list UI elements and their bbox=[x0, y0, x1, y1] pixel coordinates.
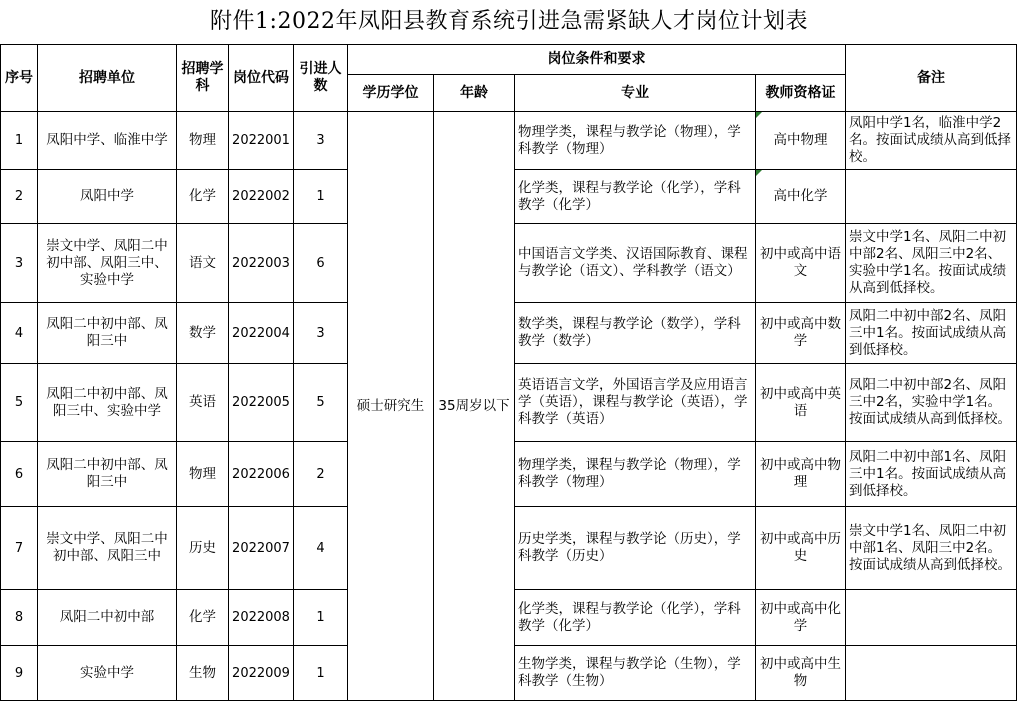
cell-seq: 8 bbox=[1, 590, 38, 646]
cell-unit: 凤阳中学、临淮中学 bbox=[38, 112, 177, 170]
cell-major: 物理学类，课程与教学论（物理），学科教学（物理） bbox=[515, 112, 756, 170]
cell-seq: 1 bbox=[1, 112, 38, 170]
cell-code: 2022006 bbox=[229, 442, 294, 507]
cell-subject: 物理 bbox=[177, 112, 229, 170]
cell-cert: 初中或高中英语 bbox=[756, 364, 846, 442]
position-plan-table bbox=[0, 44, 1017, 701]
header-code: 岗位代码 bbox=[229, 45, 294, 112]
header-row-top bbox=[1, 45, 1017, 75]
cell-cert: 初中或高中语文 bbox=[756, 224, 846, 303]
cell-cert: 高中化学 bbox=[756, 170, 846, 224]
cell-cert: 初中或高中生物 bbox=[756, 646, 846, 701]
cell-cert: 初中或高中物理 bbox=[756, 442, 846, 507]
cell-unit: 崇文中学、凤阳二中初中部、凤阳三中 bbox=[38, 507, 177, 590]
cell-subject: 生物 bbox=[177, 646, 229, 701]
cell-code: 2022002 bbox=[229, 170, 294, 224]
cell-major: 化学类，课程与教学论（化学），学科教学（化学） bbox=[515, 170, 756, 224]
cell-cert: 初中或高中历史 bbox=[756, 507, 846, 590]
header-count: 引进人数 bbox=[294, 45, 348, 112]
header-age: 年龄 bbox=[434, 75, 515, 112]
cell-subject: 数学 bbox=[177, 303, 229, 364]
cell-major: 化学类，课程与教学论（化学），学科教学（化学） bbox=[515, 590, 756, 646]
cell-major: 数学类，课程与教学论（数学），学科教学（数学） bbox=[515, 303, 756, 364]
cell-remark: 凤阳二中初中部2名、凤阳三中2名，实验中学1名。按面试成绩从高到低择校。 bbox=[846, 364, 1017, 442]
cell-major: 物理学类，课程与教学论（物理），学科教学（物理） bbox=[515, 442, 756, 507]
cell-count: 1 bbox=[294, 646, 348, 701]
cell-seq: 7 bbox=[1, 507, 38, 590]
cell-code: 2022005 bbox=[229, 364, 294, 442]
header-major: 专业 bbox=[515, 75, 756, 112]
cell-remark: 凤阳二中初中部2名、凤阳三中1名。按面试成绩从高到低择校。 bbox=[846, 303, 1017, 364]
header-seq: 序号 bbox=[1, 45, 38, 112]
cell-seq: 4 bbox=[1, 303, 38, 364]
cell-subject: 化学 bbox=[177, 590, 229, 646]
cell-major: 历史学类，课程与教学论（历史），学科教学（历史） bbox=[515, 507, 756, 590]
cell-remark bbox=[846, 646, 1017, 701]
cell-seq: 3 bbox=[1, 224, 38, 303]
table-row bbox=[1, 112, 1017, 170]
cell-cert: 初中或高中数学 bbox=[756, 303, 846, 364]
cell-remark bbox=[846, 170, 1017, 224]
header-remark: 备注 bbox=[846, 45, 1017, 112]
cell-count: 6 bbox=[294, 224, 348, 303]
cell-unit: 实验中学 bbox=[38, 646, 177, 701]
header-unit: 招聘单位 bbox=[38, 45, 177, 112]
cell-count: 1 bbox=[294, 170, 348, 224]
cell-age: 35周岁以下 bbox=[434, 112, 515, 701]
cell-unit: 凤阳二中初中部、凤阳三中 bbox=[38, 303, 177, 364]
cell-seq: 2 bbox=[1, 170, 38, 224]
cell-remark bbox=[846, 590, 1017, 646]
cell-subject: 物理 bbox=[177, 442, 229, 507]
cell-major: 英语语言文学，外国语言学及应用语言学（英语），课程与教学论（英语），学科教学（英语） bbox=[515, 364, 756, 442]
page-title: 附件1:2022年凤阳县教育系统引进急需紧缺人才岗位计划表 bbox=[210, 9, 808, 34]
cell-count: 2 bbox=[294, 442, 348, 507]
cell-count: 3 bbox=[294, 303, 348, 364]
cell-count: 4 bbox=[294, 507, 348, 590]
cell-seq: 9 bbox=[1, 646, 38, 701]
cell-seq: 5 bbox=[1, 364, 38, 442]
header-subject: 招聘学科 bbox=[177, 45, 229, 112]
cell-remark: 崇文中学1名、凤阳二中初中部2名、凤阳三中2名、实验中学1名。按面试成绩从高到低择校。 bbox=[846, 224, 1017, 303]
cell-cert: 初中或高中化学 bbox=[756, 590, 846, 646]
cell-subject: 历史 bbox=[177, 507, 229, 590]
cell-unit: 崇文中学、凤阳二中初中部、凤阳三中、实验中学 bbox=[38, 224, 177, 303]
cell-unit: 凤阳二中初中部、凤阳三中 bbox=[38, 442, 177, 507]
cell-unit: 凤阳二中初中部、凤阳三中、实验中学 bbox=[38, 364, 177, 442]
cell-code: 2022007 bbox=[229, 507, 294, 590]
cell-unit: 凤阳二中初中部 bbox=[38, 590, 177, 646]
cell-unit: 凤阳中学 bbox=[38, 170, 177, 224]
cell-subject: 化学 bbox=[177, 170, 229, 224]
cell-count: 3 bbox=[294, 112, 348, 170]
header-cert: 教师资格证 bbox=[756, 75, 846, 112]
cell-code: 2022009 bbox=[229, 646, 294, 701]
cell-code: 2022008 bbox=[229, 590, 294, 646]
cell-subject: 语文 bbox=[177, 224, 229, 303]
cell-code: 2022001 bbox=[229, 112, 294, 170]
header-conditions: 岗位条件和要求 bbox=[348, 45, 846, 75]
header-degree: 学历学位 bbox=[348, 75, 434, 112]
cell-subject: 英语 bbox=[177, 364, 229, 442]
cell-remark: 凤阳中学1名，临淮中学2名。按面试成绩从高到低择校。 bbox=[846, 112, 1017, 170]
cell-count: 5 bbox=[294, 364, 348, 442]
cell-count: 1 bbox=[294, 590, 348, 646]
cell-code: 2022004 bbox=[229, 303, 294, 364]
cell-major: 生物学类，课程与教学论（生物），学科教学（生物） bbox=[515, 646, 756, 701]
cell-degree: 硕士研究生 bbox=[348, 112, 434, 701]
cell-remark: 崇文中学1名、凤阳二中初中部1名、凤阳三中2名。按面试成绩从高到低择校。 bbox=[846, 507, 1017, 590]
cell-remark: 凤阳二中初中部1名、凤阳三中1名。按面试成绩从高到低择校。 bbox=[846, 442, 1017, 507]
cell-major: 中国语言文学类、汉语国际教育、课程与教学论（语文）、学科教学（语文） bbox=[515, 224, 756, 303]
cell-cert: 高中物理 bbox=[756, 112, 846, 170]
cell-seq: 6 bbox=[1, 442, 38, 507]
cell-code: 2022003 bbox=[229, 224, 294, 303]
